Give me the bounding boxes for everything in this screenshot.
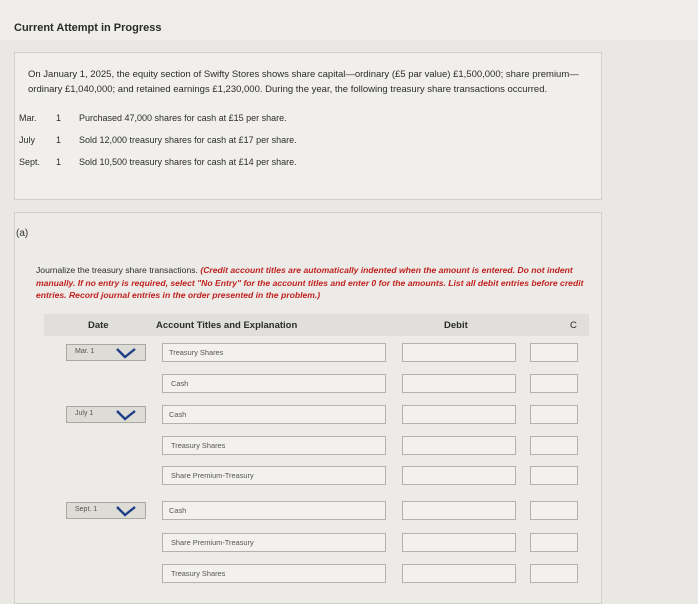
- credit-input[interactable]: [530, 374, 578, 393]
- transaction-day: 1: [56, 135, 62, 145]
- problem-intro: On January 1, 2025, the equity section of Swifty Stores shows share capital—ordinary (£5 par value) £1,500,000; share premium—ordinary £1,040,000; and retained earnings £1,230,000. During the year, the following treasury share transactions occurred.: [28, 69, 579, 95]
- account-input[interactable]: [162, 533, 386, 552]
- header-bar: [0, 0, 698, 40]
- chevron-down-icon: [115, 409, 137, 421]
- debit-input[interactable]: [402, 501, 516, 520]
- account-value: Treasury Shares: [171, 569, 226, 578]
- account-value: Cash: [169, 410, 187, 419]
- transaction-month: Sept.: [19, 157, 41, 167]
- account-input[interactable]: [162, 466, 386, 485]
- date-value: July 1: [75, 410, 94, 417]
- account-value: Cash: [171, 379, 189, 388]
- debit-header: Debit: [444, 320, 468, 331]
- transaction-month: Mar.: [19, 113, 37, 123]
- date-value: Mar. 1: [75, 348, 95, 355]
- date-value: Sept. 1: [75, 506, 98, 513]
- account-input[interactable]: [162, 343, 386, 362]
- account-input[interactable]: [162, 374, 386, 393]
- instruction-red: (Credit account titles are automatically indented when the amount is entered. Do not indent manually. If no entry is required, select "No Entry" for the account titles and enter 0 for the amounts. List all debit entries before credit entries. Record journal entries in the order presented in the problem.): [36, 265, 584, 300]
- account-input[interactable]: [162, 405, 386, 424]
- instruction-plain: Journalize the treasury share transactions.: [36, 265, 198, 275]
- credit-input[interactable]: [530, 501, 578, 520]
- credit-input[interactable]: [530, 343, 578, 362]
- transaction-day: 1: [56, 157, 62, 167]
- credit-input[interactable]: [530, 466, 578, 485]
- debit-input[interactable]: [402, 343, 516, 362]
- page-title: Current Attempt in Progress: [14, 22, 162, 34]
- account-input[interactable]: [162, 501, 386, 520]
- credit-input[interactable]: [530, 564, 578, 583]
- account-value: Share Premium-Treasury: [171, 471, 254, 480]
- account-header: Account Titles and Explanation: [156, 320, 298, 331]
- debit-input[interactable]: [402, 466, 516, 485]
- debit-input[interactable]: [402, 405, 516, 424]
- credit-input[interactable]: [530, 533, 578, 552]
- date-select[interactable]: [66, 344, 146, 361]
- account-input[interactable]: [162, 436, 386, 455]
- debit-input[interactable]: [402, 564, 516, 583]
- date-select[interactable]: [66, 406, 146, 423]
- account-value: Share Premium-Treasury: [171, 538, 254, 547]
- debit-input[interactable]: [402, 436, 516, 455]
- credit-header: C: [570, 320, 577, 331]
- debit-input[interactable]: [402, 374, 516, 393]
- transaction-text: Purchased 47,000 shares for cash at £15 per share.: [79, 113, 287, 123]
- chevron-down-icon: [115, 347, 137, 359]
- transaction-month: July: [19, 135, 36, 145]
- chevron-down-icon: [115, 505, 137, 517]
- account-value: Treasury Shares: [169, 348, 224, 357]
- part-label: (a): [16, 228, 29, 239]
- transaction-day: 1: [56, 113, 62, 123]
- account-value: Cash: [169, 506, 187, 515]
- date-select[interactable]: [66, 502, 146, 519]
- account-input[interactable]: [162, 564, 386, 583]
- transaction-text: Sold 12,000 treasury shares for cash at £17 per share.: [79, 135, 297, 145]
- credit-input[interactable]: [530, 436, 578, 455]
- transaction-text: Sold 10,500 treasury shares for cash at £14 per share.: [79, 157, 297, 167]
- instructions: [36, 264, 598, 302]
- journal-table-header: [44, 314, 589, 336]
- debit-input[interactable]: [402, 533, 516, 552]
- account-value: Treasury Shares: [171, 441, 226, 450]
- credit-input[interactable]: [530, 405, 578, 424]
- problem-statement: [14, 52, 602, 200]
- date-header: Date: [88, 320, 109, 331]
